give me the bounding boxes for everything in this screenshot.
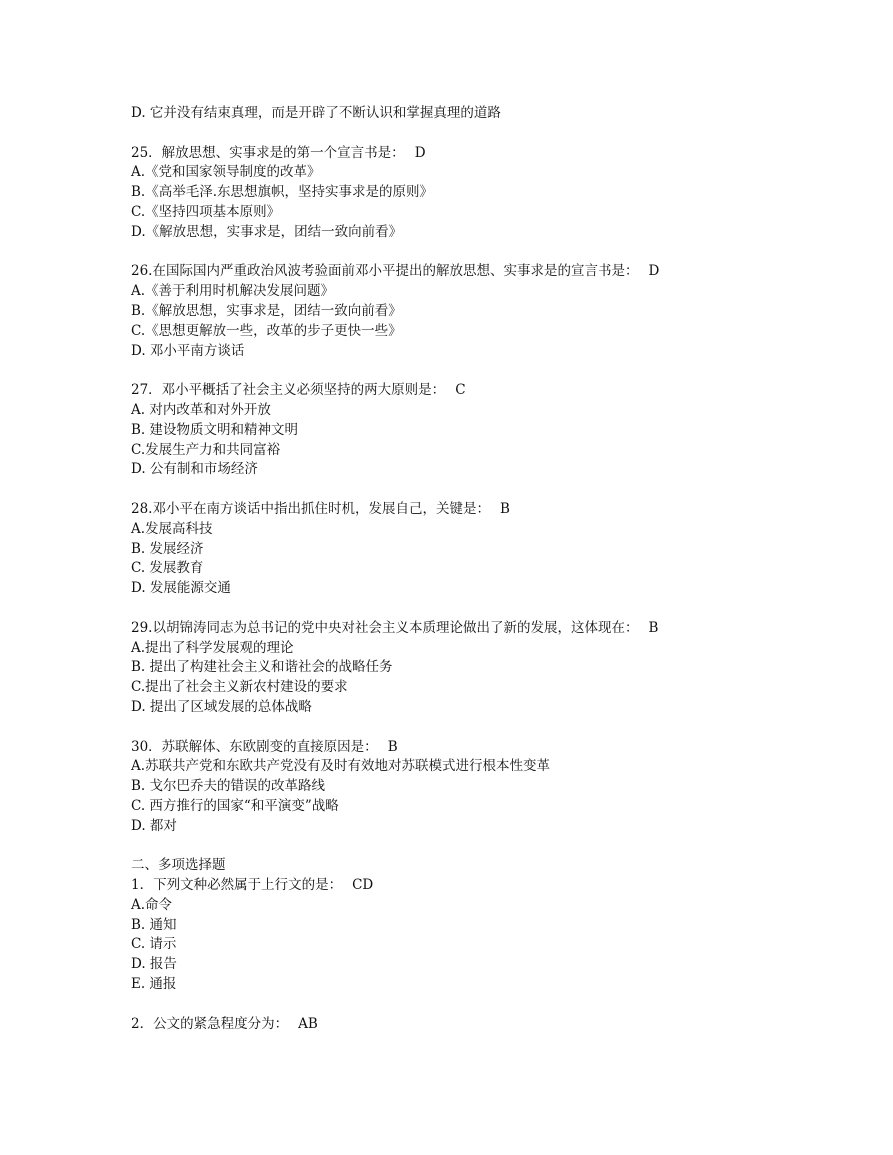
question-text: 29.以胡锦涛同志为总书记的党中央对社会主义本质理论做出了新的发展，这体现在：	[131, 619, 639, 636]
question-answer: AB	[298, 1015, 318, 1032]
question-stem	[131, 381, 851, 401]
option: E. 通报	[131, 976, 177, 993]
question-text: 2．公文的紧急程度分为：	[131, 1015, 289, 1032]
option: C.《坚持四项基本原则》	[131, 203, 281, 220]
multi-question-1	[131, 876, 851, 995]
option: C.提出了社会主义新农村建设的要求	[131, 679, 348, 696]
question-stem	[131, 262, 851, 282]
question-text: 27．邓小平概括了社会主义必须坚持的两大原则是：	[131, 382, 446, 399]
option: A.《善于利用时机解决发展问题》	[131, 283, 335, 300]
question-answer: CD	[352, 877, 374, 894]
question-stem	[131, 500, 851, 520]
option: B. 戈尔巴乔夫的错误的改革路线	[131, 778, 326, 795]
question-text: 1．下列文种必然属于上行文的是：	[131, 877, 343, 894]
question-answer: B	[387, 738, 398, 755]
question-28	[131, 500, 851, 599]
question-text: 26.在国际国内严重政治风波考验面前邓小平提出的解放思想、实事求是的宣言书是：	[131, 263, 639, 280]
option: A.发展高科技	[131, 520, 213, 537]
question-answer: D	[648, 263, 660, 280]
question-27	[131, 381, 851, 480]
option: A.《党和国家领导制度的改革》	[131, 164, 321, 181]
question-answer: B	[648, 619, 659, 636]
question-25	[131, 144, 851, 243]
question-26	[131, 262, 851, 361]
option: A. 对内改革和对外开放	[131, 401, 271, 418]
question-text: 25．解放思想、实事求是的第一个宣言书是：	[131, 144, 405, 161]
question-30	[131, 738, 851, 837]
option: C.发展生产力和共同富裕	[131, 441, 281, 458]
option: A.提出了科学发展观的理论	[131, 639, 294, 656]
option: C. 西方推行的国家“和平演变”战略	[131, 797, 339, 814]
lead-option: D. 它并没有结束真理，而是开辟了不断认识和掌握真理的道路	[131, 105, 501, 121]
multi-question-2	[131, 1015, 851, 1035]
question-text: 30．苏联解体、东欧剧变的直接原因是：	[131, 738, 378, 755]
question-stem	[131, 1015, 851, 1035]
option: D.《解放思想，实事求是，团结一致向前看》	[131, 223, 403, 240]
option: B. 建设物质文明和精神文明	[131, 421, 299, 438]
question-answer: D	[414, 144, 426, 161]
option: D. 邓小平南方谈话	[131, 342, 245, 359]
question-stem	[131, 876, 851, 896]
section-heading: 二、多项选择题	[131, 857, 226, 874]
option: A.命令	[131, 896, 173, 913]
question-text: 28.邓小平在南方谈话中指出抓住时机，发展自己，关键是：	[131, 500, 490, 517]
option: B. 提出了构建社会主义和谐社会的战略任务	[131, 659, 393, 676]
question-stem	[131, 738, 851, 758]
option: D. 发展能源交通	[131, 580, 231, 597]
question-stem	[131, 619, 851, 639]
option: B. 通知	[131, 916, 177, 933]
option: C. 发展教育	[131, 560, 204, 577]
option: B. 发展经济	[131, 540, 204, 557]
option: D. 都对	[131, 817, 177, 834]
question-answer: B	[499, 500, 510, 517]
option: D. 提出了区域发展的总体战略	[131, 698, 312, 715]
document-content	[131, 104, 851, 1034]
option: B.《高举毛泽.东思想旗帜，坚持实事求是的原则》	[131, 184, 434, 201]
option: C. 请示	[131, 936, 177, 953]
option: C.《思想更解放一些，改革的步子更快一些》	[131, 322, 402, 339]
option: D. 公有制和市场经济	[131, 461, 258, 478]
option: B.《解放思想，实事求是，团结一致向前看》	[131, 302, 402, 319]
question-answer: C	[455, 382, 466, 399]
question-stem	[131, 144, 851, 164]
question-29	[131, 619, 851, 718]
option: A.苏联共产党和东欧共产党没有及时有效地对苏联模式进行根本性变革	[131, 758, 551, 775]
option: D. 报告	[131, 956, 177, 973]
